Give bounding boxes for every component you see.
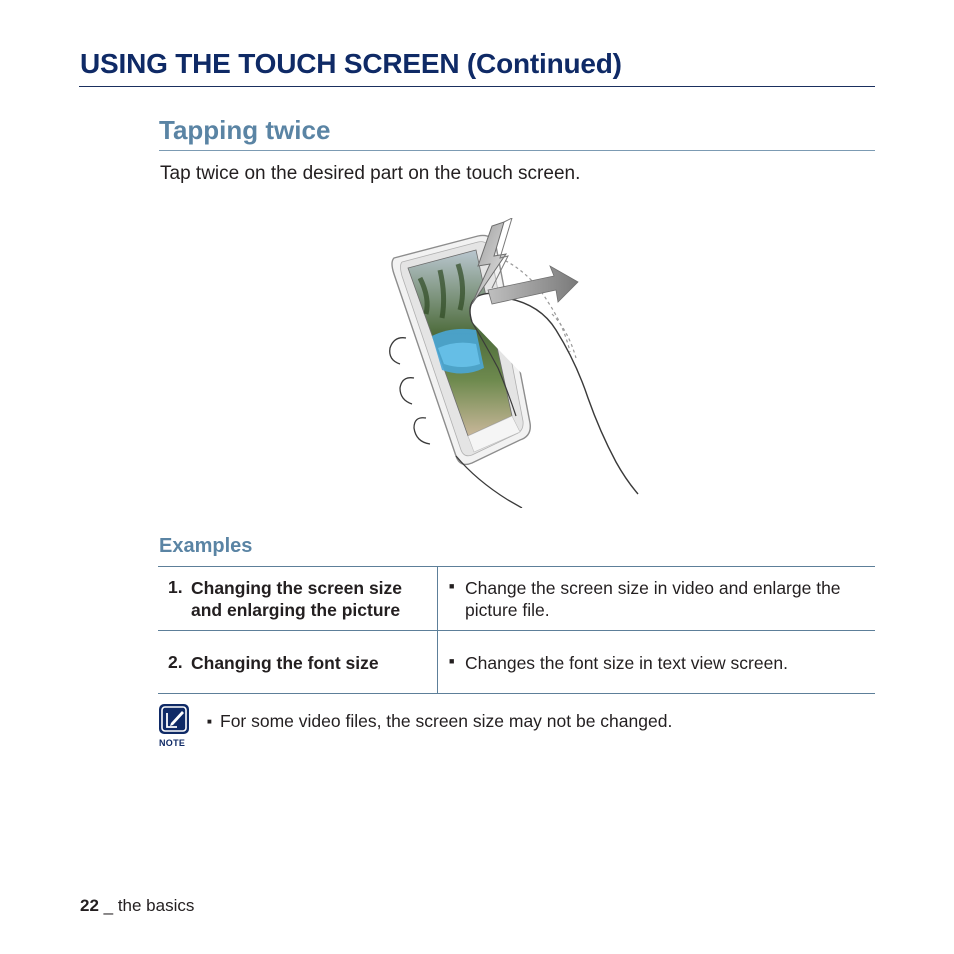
section-intro: Tap twice on the desired part on the touch screen.: [160, 163, 581, 184]
footer-separator: _: [98, 896, 118, 915]
row-label: Changing the font size: [191, 653, 379, 673]
page-footer: [80, 896, 194, 916]
row-number: 2.: [168, 652, 183, 672]
table-top-rule: [158, 566, 875, 567]
row-label: Changing the screen size and enlarging the picture: [191, 578, 403, 620]
bullet-icon: ■: [449, 581, 455, 591]
section-divider: [159, 150, 875, 151]
examples-heading: Examples: [159, 535, 253, 557]
note-pencil-icon: [158, 703, 190, 735]
page-number: 22: [80, 896, 99, 915]
table-column-divider: [437, 566, 438, 693]
double-tap-illustration: [380, 218, 642, 508]
row-number: 1.: [168, 577, 183, 597]
footer-section: the basics: [117, 896, 195, 915]
note-text: For some video files, the screen size may not be changed.: [220, 711, 673, 731]
note-label: NOTE: [159, 738, 186, 748]
title-divider: [79, 86, 875, 87]
bullet-icon: ■: [207, 717, 212, 726]
row-description: Change the screen size in video and enlarge the picture file.: [465, 578, 841, 620]
table-bottom-rule: [158, 693, 875, 694]
section-title: Tapping twice: [159, 115, 331, 145]
row-description: Changes the font size in text view screen.: [465, 653, 788, 673]
bullet-icon: ■: [449, 656, 455, 666]
table-row-rule: [158, 630, 875, 631]
page-title: USING THE TOUCH SCREEN (Continued): [80, 48, 622, 79]
